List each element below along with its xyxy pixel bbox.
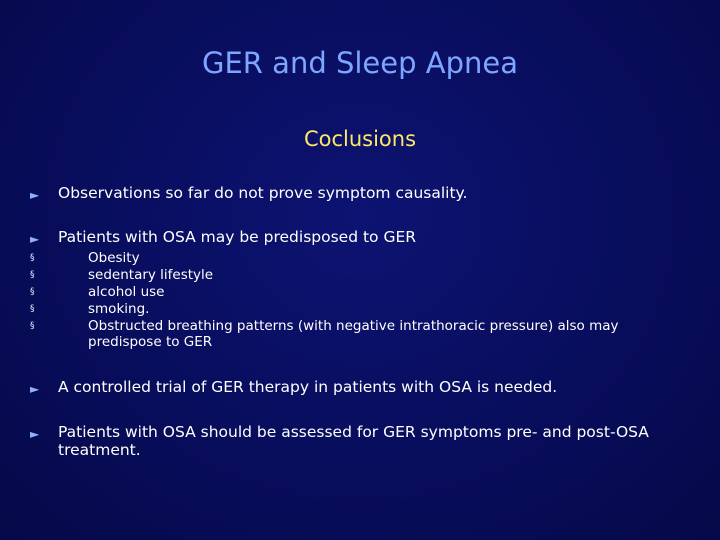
sub-bullet-item — [30, 283, 650, 300]
triangle-right-icon: ► — [30, 232, 40, 246]
square-bullet-icon: § — [30, 287, 35, 297]
sub-bullet-list — [30, 249, 650, 350]
sub-bullet-text: sedentary lifestyle — [88, 267, 214, 283]
sub-bullet-item — [30, 266, 650, 283]
sub-bullet-item — [30, 300, 650, 317]
triangle-right-icon: ► — [30, 188, 40, 202]
square-bullet-icon: § — [30, 304, 35, 314]
sub-bullet-text: alcohol use — [88, 284, 165, 300]
bullet-text: Patients with OSA should be assessed for GER symptoms pre- and post-OSA treatment. — [58, 423, 649, 459]
square-bullet-icon: § — [30, 253, 35, 263]
bullet-text: Observations so far do not prove symptom causality. — [58, 184, 468, 202]
triangle-right-icon: ► — [30, 382, 40, 396]
sub-bullet-text: Obesity — [88, 250, 140, 266]
sub-bullet-text: Obstructed breathing patterns (with negative intrathoracic pressure) also may predispose to GER — [88, 318, 619, 350]
square-bullet-icon: § — [30, 270, 35, 280]
triangle-right-icon: ► — [30, 427, 40, 441]
sub-bullet-item — [30, 249, 650, 266]
square-bullet-icon: § — [30, 321, 35, 331]
slide-title: GER and Sleep Apnea — [202, 46, 518, 80]
sub-bullet-text: smoking. — [88, 301, 150, 317]
slide-subtitle: Coclusions — [303, 127, 417, 151]
bullet-text: Patients with OSA may be predisposed to GER — [58, 228, 417, 246]
sub-bullet-item — [30, 317, 650, 350]
bullet-text: A controlled trial of GER therapy in patients with OSA is needed. — [58, 378, 558, 396]
